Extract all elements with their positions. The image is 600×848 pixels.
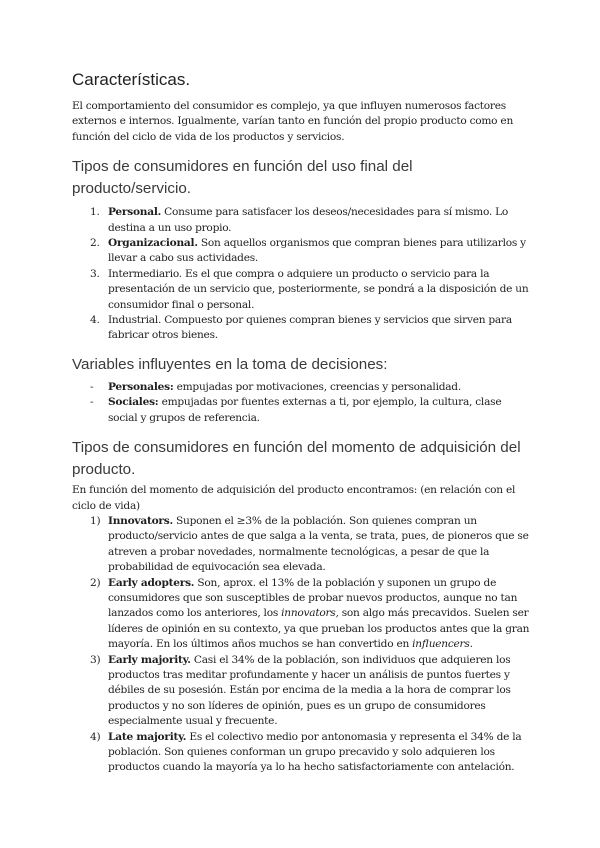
list-item: 2. Organizacional. Son aquellos organismos que compran bienes para utilizarlos y llevar a cabo sus actividades. — [90, 237, 526, 265]
list-item: 2) Early adopters. Son, aprox. el 13% de la población y suponen un grupo de consumidores que son susceptibles de probar nuevos productos, aunque no tan lanzados como los anteriores, los innovators, son algo más precavidos. Suelen ser líderes de opinión en su contexto, ya que prueban los productos antes que la gran mayoría. En los últimos años muchos se han convertido en influencers. — [90, 576, 530, 651]
list-item: 3. Intermediario. Es el que compra o adquiere un producto o servicio para la presentación de un servicio que, posteriormente, se pondrá a la disposición de un consumidor final o personal. — [90, 267, 529, 311]
section-use — [72, 156, 532, 344]
section-moment-heading: Tipos de consumidores en función del momento de adquisición del producto. — [72, 439, 521, 479]
list-item: 1) Innovators. Suponen el ≥3% de la población. Son quienes compran un producto/servicio antes de que salga a la venta, se trata, pues, de pioneros que se atreven a probar novedades, normalmente tecnológicas, a pesar de que la probabilidad de equivocación sea elevada. — [90, 514, 529, 574]
section-use-heading: Tipos de consumidores en función del uso final del producto/servicio. — [72, 158, 413, 198]
intro-paragraph: El comportamiento del consumidor es complejo, ya que influyen numerosos factores externos e internos. Igualmente, varían tanto en función del propio producto como en función del ciclo de vida de los productos y servicios. — [72, 100, 514, 143]
list-item: 1. Personal. Consume para satisfacer los deseos/necesidades para sí mismo. Lo destina a un uso propio. — [90, 206, 509, 234]
section-variables-heading: Variables influyentes en la toma de decisiones: — [72, 355, 388, 373]
section-variables-list — [72, 380, 532, 426]
list-item: 3) Early majority. Casi el 34% de la población, son individuos que adquieren los productos tras meditar profundamente y hacer un análisis de puntos fuertes y débiles de su posesión. Están por encima de la media a la hora de comprar los productos y no son líderes de opinión, pues es un grupo de consumidores especialmente usual y frecuente. — [90, 653, 511, 728]
section-moment-list — [72, 514, 532, 776]
section-use-list — [72, 205, 532, 344]
section-moment — [72, 437, 532, 776]
page-title: Características. — [72, 70, 191, 89]
section-moment-intro: En función del momento de adquisición del producto encontramos: (en relación con el ciclo de vida) — [72, 484, 516, 512]
list-item: - Personales: empujadas por motivaciones, creencias y personalidad. — [90, 380, 461, 393]
list-item: 4. Industrial. Compuesto por quienes compran bienes y servicios que sirven para fabricar otros bienes. — [90, 314, 512, 342]
section-variables — [72, 354, 532, 426]
document-page — [72, 70, 532, 776]
list-item: 4) Late majority. Es el colectivo medio por antonomasia y representa el 34% de la población. Son quienes conforman un grupo precavido y solo adquieren los productos cuando la mayoría ya lo ha hecho satisfactoriamente con antelación. — [90, 730, 522, 774]
list-item: - Sociales: empujadas por fuentes externas a ti, por ejemplo, la cultura, clase social y grupos de referencia. — [90, 396, 502, 424]
